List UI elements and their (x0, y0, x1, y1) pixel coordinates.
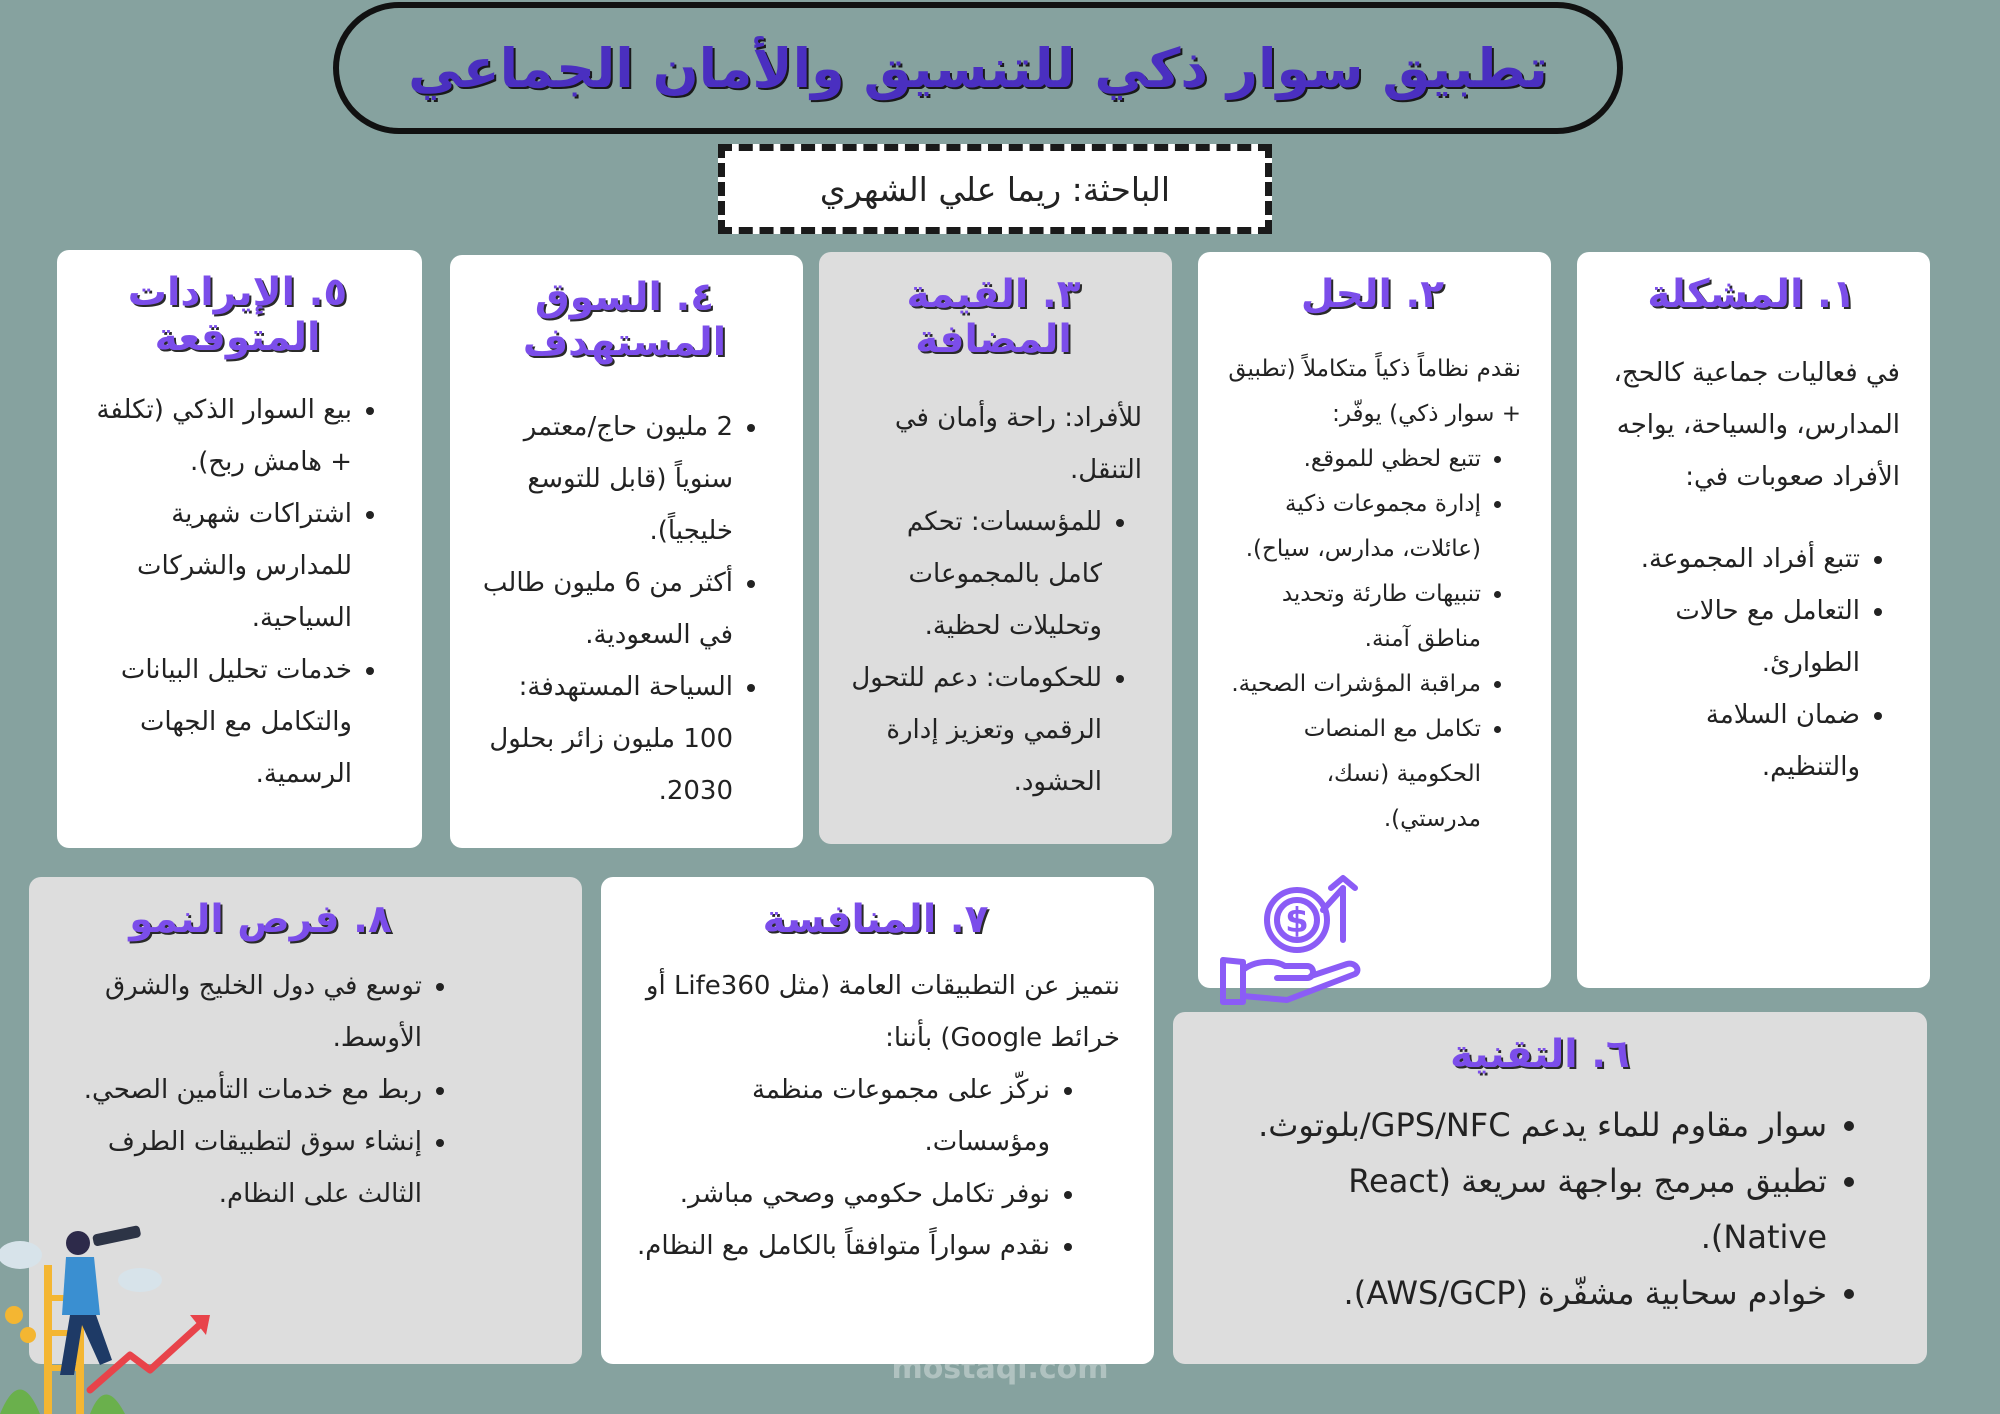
list-item: • ضمان السلامة والتنظيم. (1603, 689, 1860, 793)
list-item: • نركّز على مجموعات منظمة ومؤسسات. (631, 1064, 1050, 1168)
list-item: • إنشاء سوق لتطبيقات الطرف الثالث على النظام. (59, 1116, 422, 1220)
card-tech (1173, 1012, 1927, 1364)
card-revenue-title: ٥. الإيرادات المتوقعة (127, 270, 348, 360)
list-item: • أكثر من 6 مليون طالب في السعودية. (476, 557, 733, 661)
card-revenue (57, 250, 422, 848)
list-item: • السياحة المستهدفة: 100 مليون زائر بحلول 2030. (476, 661, 733, 817)
watermark (870, 1282, 1130, 1392)
list-item: • سوار مقاوم للماء يدعم GPS/NFC/بلوتوث. (1213, 1097, 1827, 1153)
list-item: • خدمات تحليل البيانات والتكامل مع الجهات الرسمية. (83, 644, 352, 800)
card-market-title: ٤. السوق المستهدف (522, 275, 727, 365)
card-growth-title: ٨. فرص النمو (129, 897, 392, 942)
page-title: تطبيق سوار ذكي للتنسيق والأمان الجماعي (408, 36, 1548, 100)
list-item: • للحكومات: دعم للتحول الرقمي وتعزيز إدارة الحشود. (845, 652, 1102, 808)
list-item: • نوفر تكامل حكومي وصحي مباشر. (631, 1168, 1050, 1220)
list-item: • اشتراكات شهرية للمدارس والشركات السياحية. (83, 488, 352, 644)
list-item: • تطبيق مبرمج بواجهة سريعة (React Native). (1213, 1153, 1827, 1265)
card-problem-list (1603, 533, 1900, 793)
list-item: • للمؤسسات: تحكم كامل بالمجموعات وتحليلات لحظية. (845, 496, 1102, 652)
card-value (819, 252, 1172, 844)
list-item: • مراقبة المؤشرات الصحية. (1224, 662, 1481, 707)
list-item: • بيع السوار الذكي (تكلفة + هامش ربح). (83, 384, 352, 488)
svg-text:$: $ (1285, 901, 1309, 941)
card-solution-intro: نقدم نظاماً ذكياً متكاملاً (تطبيق + سوار ذكي) يوفّر: (1228, 356, 1521, 427)
card-market-list (476, 401, 773, 817)
list-item: • نقدم سواراً متوافقاً بالكامل مع النظام. (631, 1220, 1050, 1272)
card-problem (1577, 252, 1930, 988)
card-competition-list (631, 1064, 1120, 1272)
list-item: • تتبع لحظي للموقع. (1224, 437, 1481, 482)
list-item: • تكامل مع المنصات الحكومية (نسك، مدرستي). (1224, 707, 1481, 842)
card-market (450, 255, 803, 848)
list-item: • خوادم سحابية مشفّرة (AWS/GCP). (1213, 1265, 1827, 1321)
list-item: • التعامل مع حالات الطوارئ. (1603, 585, 1860, 689)
list-item: • ربط مع خدمات التأمين الصحي. (59, 1064, 422, 1116)
person-telescope-icon (0, 1215, 225, 1414)
researcher-box (718, 144, 1272, 234)
title-banner (333, 2, 1623, 134)
list-item: • إدارة مجموعات ذكية (عائلات، مدارس، سياح). (1224, 482, 1481, 572)
list-item: • توسع في دول الخليج والشرق الأوسط. (59, 960, 422, 1064)
card-solution-title: ٢. الحل (1300, 272, 1445, 317)
watermark-latin: mostaql.com (891, 1351, 1109, 1386)
money-hand-icon (1215, 870, 1365, 1015)
card-growth-list (59, 960, 462, 1220)
card-solution-list (1224, 437, 1521, 842)
list-item: • 2 مليون حاج/معتمر سنوياً (قابل للتوسع خليجياً). (476, 401, 733, 557)
card-problem-title: ١. المشكلة (1647, 272, 1856, 317)
card-tech-list (1213, 1097, 1867, 1321)
list-item: • تنبيهات طارئة وتحديد مناطق آمنة. (1224, 572, 1481, 662)
researcher-name: الباحثة: ريما علي الشهري (819, 169, 1171, 209)
card-competition-intro: نتميز عن التطبيقات العامة (مثل Life360 أو خرائط Google) بأننا: (645, 971, 1120, 1053)
card-value-list (845, 496, 1142, 808)
card-value-intro: للأفراد: راحة وأمان في التنقل. (894, 403, 1142, 485)
watermark-arabic: مستقل (886, 1280, 1114, 1353)
card-value-title: ٣. القيمة المضافة (906, 272, 1081, 362)
card-competition-title: ٧. المنافسة (762, 897, 989, 942)
list-item: • تتبع أفراد المجموعة. (1603, 533, 1860, 585)
card-problem-intro: في فعاليات جماعية كالحج، المدارس، والسياحة، يواجه الأفراد صعوبات في: (1613, 358, 1900, 492)
card-tech-title: ٦. التقنية (1450, 1032, 1630, 1077)
card-revenue-list (83, 384, 392, 800)
